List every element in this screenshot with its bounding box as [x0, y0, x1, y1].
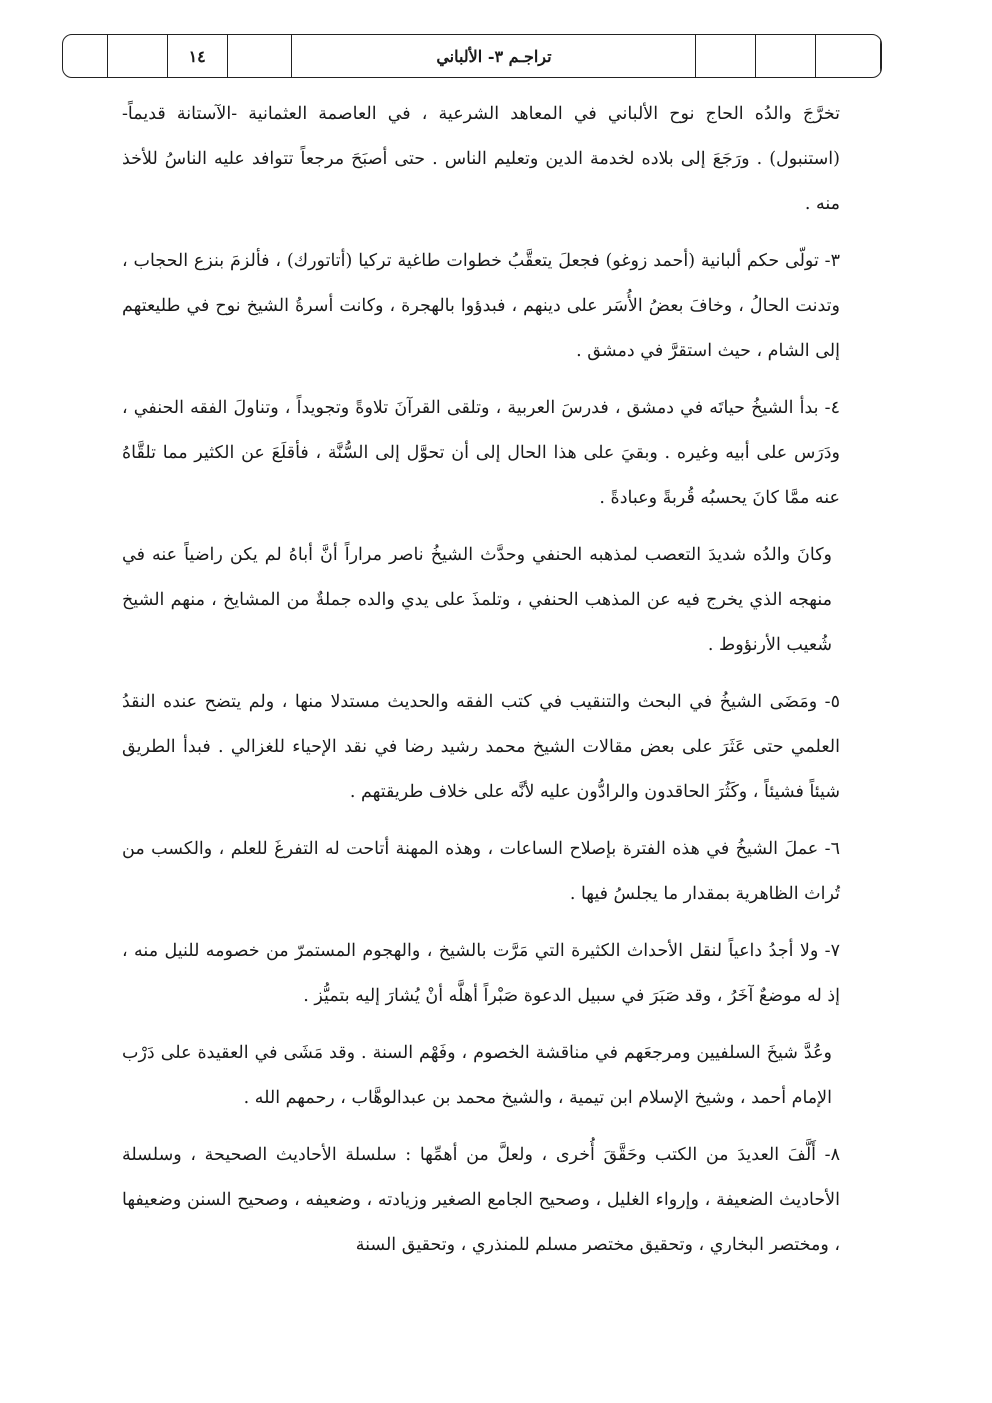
- paragraph: ٥- ومَضَى الشيخُ في البحث والتنقيب في كتب الفقه والحديث مستدلا منها ، ولم يتضح عنده النقدُ العلمي حتى عَثَرَ على بعض مقالات الشيخ محمد رشيد رضا في نقد الإحياء للغزالي . فبدأ الطريق شيئاً فشيئاً ، وكَثُرَ الحاقدون والرادُّون عليه لأنَّه على خلاف طريقتهم .: [122, 692, 840, 802]
- header-cell-empty: [63, 35, 108, 77]
- header-cell-empty: [108, 35, 168, 77]
- page-header: [62, 34, 882, 78]
- paragraph: ٨- أَلَّفَ العديدَ من الكتب وحَقَّقَ أُخرى ، ولعلَّ من أهمِّها : سلسلة الأحاديث الصحيحة ، وسلسلة الأحاديث الضعيفة ، وإرواء الغليل ، وصحيح الجامع الصغير وزيادته ، وضعيفه ، وصحيح السنن وضعيفها ، ومختصر البخاري ، وتحقيق مختصر مسلم للمنذري ، وتحقيق السنة: [122, 1145, 840, 1255]
- header-cell-empty: [816, 35, 881, 77]
- paragraph: وعُدَّ شيخَ السلفيين ومرجعَهم في مناقشة الخصوم ، وفَهْم السنة . وقد مَشَى في العقيدة على دَرْب الإمام أحمد ، وشيخ الإسلام ابن تيمية ، والشيخ محمد بن عبدالوهَّاب ، رحمهم الله .: [122, 1043, 832, 1108]
- header-cell-empty: [756, 35, 816, 77]
- header-cell-empty: [696, 35, 756, 77]
- paragraph: ٧- ولا أجدُ داعياً لنقل الأحداث الكثيرة التي مَرَّت بالشيخ ، والهجوم المستمرّ من خصومه للنيل منه ، إذ له موضعٌ آخَرُ ، وقد صَبَرَ في سبيل الدعوة صَبْراً أهلَّه أنْ يُشارَ إليه بتميُّز .: [122, 941, 840, 1006]
- header-cell-empty: [228, 35, 293, 77]
- paragraph: وكانَ والدُه شديدَ التعصب لمذهبه الحنفي وحدَّث الشيخُ ناصر مراراً أنَّ أباهُ لم يكن راضياً عنه في منهجه الذي يخرج فيه عن المذهب الحنفي ، وتلمذَ على يدي والده جملةٌ من المشايخ ، منهم الشيخ شُعيب الأرنؤوط .: [122, 545, 832, 655]
- paragraph: تخرَّجَ والدُه الحاج نوح الألباني في المعاهد الشرعية ، في العاصمة العثمانية -الآستانة قديماً- (استنبول) . ورَجَعَ إلى بلاده لخدمة الدين وتعليم الناس . حتى أصبَحَ مرجعاً تتوافد عليه الناسُ للأخذ منه .: [122, 104, 840, 214]
- page-running-title: تراجـم ٣- الألباني: [292, 35, 696, 77]
- page-number: ١٤: [168, 35, 228, 77]
- page-body: [122, 92, 840, 1280]
- paragraph: ٦- عملَ الشيخُ في هذه الفترة بإصلاح الساعات ، وهذه المهنة أتاحت له التفرغَ للعلم ، والكسب من تُراث الظاهرية بمقدار ما يجلسُ فيها .: [122, 839, 840, 904]
- paragraph: ٣- تولّى حكم ألبانية (أحمد زوغو) فجعلَ يتعقَّبُ خطوات طاغية تركيا (أتاتورك) ، فألزمَ بنزع الحجاب ، وتدنت الحالُ ، وخافَ بعضُ الأُسَر على دينهم ، فبدؤوا بالهجرة ، وكانت أسرةُ الشيخ نوح في طليعتهم إلى الشام ، حيث استقرَّ في دمشق .: [122, 251, 840, 361]
- paragraph: ٤- بدأ الشيخُ حياتَه في دمشق ، فدرسَ العربية ، وتلقى القرآنَ تلاوةً وتجويداً ، وتناولَ الفقه الحنفي ، ودَرَس على أبيه وغيره . وبقيَ على هذا الحال إلى أن تحوَّل إلى السُّنَّة ، فأقلَعَ عن الكثير مما تلقَّاهُ عنه ممَّا كانَ يحسبُه قُربةً وعبادةً .: [122, 398, 840, 508]
